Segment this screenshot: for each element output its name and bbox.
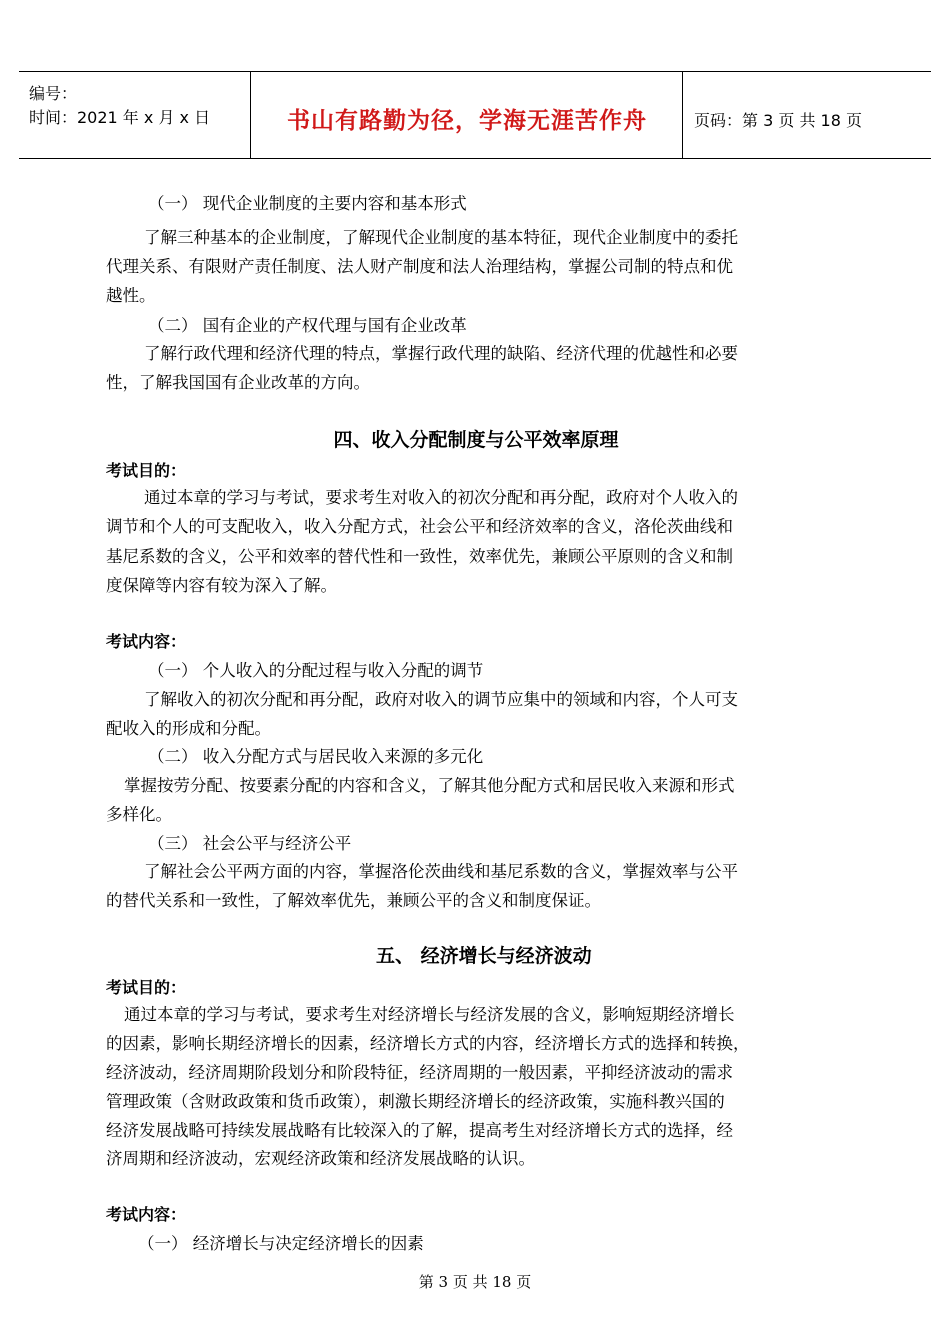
- body-line: 基尼系数的含义，公平和效率的替代性和一致性，效率优先，兼顾公平原则的含义和制: [106, 547, 733, 566]
- body-line: 的替代关系和一致性，了解效率优先，兼顾公平的含义和制度保证。: [106, 891, 601, 910]
- body-line: 多样化。: [106, 805, 172, 824]
- body-line: 经济波动，经济周期阶段划分和阶段特征，经济周期的一般因素，平抑经济波动的需求: [106, 1063, 733, 1082]
- body-line: 性，了解我国国有企业改革的方向。: [106, 373, 370, 392]
- section-subheading: （一） 经济增长与决定经济增长的因素: [138, 1234, 424, 1253]
- exam-content-label: 考试内容：: [106, 632, 187, 651]
- body-line: 了解三种基本的企业制度，了解现代企业制度的基本特征，现代企业制度中的委托: [144, 228, 738, 247]
- doc-time-label: 时间：2021 年 x 月 x 日: [29, 108, 211, 127]
- body-line: 通过本章的学习与考试，要求考生对收入的初次分配和再分配，政府对个人收入的: [144, 488, 738, 507]
- chapter-heading: 五、 经济增长与经济波动: [376, 945, 592, 967]
- body-line: 度保障等内容有较为深入了解。: [106, 576, 337, 595]
- body-line: 配收入的形成和分配。: [106, 719, 271, 738]
- section-subheading: （二） 国有企业的产权代理与国有企业改革: [148, 316, 467, 335]
- body-line: 济周期和经济波动，宏观经济政策和经济发展战略的认识。: [106, 1149, 535, 1168]
- body-line: 调节和个人的可支配收入，收入分配方式，社会公平和经济效率的含义，洛伦茨曲线和: [106, 517, 733, 536]
- header-left: [29, 82, 210, 130]
- section-subheading: （一） 个人收入的分配过程与收入分配的调节: [148, 661, 484, 680]
- chapter-heading: 四、收入分配制度与公平效率原理: [333, 429, 619, 451]
- header-page-number: 页码：第 3 页 共 18 页: [694, 111, 862, 130]
- body-line: 了解社会公平两方面的内容，掌握洛伦茨曲线和基尼系数的含义，掌握效率与公平: [144, 862, 738, 881]
- exam-purpose-label: 考试目的：: [106, 461, 187, 480]
- body-line: 越性。: [106, 286, 156, 305]
- body-line: 掌握按劳分配、按要素分配的内容和含义，了解其他分配方式和居民收入来源和形式: [124, 776, 735, 795]
- body-line: 经济发展战略可持续发展战略有比较深入的了解，提高考生对经济增长方式的选择，经: [106, 1121, 733, 1140]
- section-subheading: （三） 社会公平与经济公平: [148, 834, 352, 853]
- header-divider: [250, 72, 251, 158]
- body-line: 通过本章的学习与考试，要求考生对经济增长与经济发展的含义，影响短期经济增长: [124, 1005, 735, 1024]
- page-header: [19, 71, 931, 159]
- section-subheading: （一） 现代企业制度的主要内容和基本形式: [148, 194, 467, 213]
- body-line: 了解收入的初次分配和再分配，政府对收入的调节应集中的领域和内容，个人可支: [144, 690, 738, 709]
- header-motto: 书山有路勤为径，学海无涯苦作舟: [287, 108, 647, 134]
- body-line: 的因素，影响长期经济增长的因素，经济增长方式的内容，经济增长方式的选择和转换，: [106, 1034, 750, 1053]
- header-divider: [682, 72, 683, 158]
- body-line: 代理关系、有限财产责任制度、法人财产制度和法人治理结构，掌握公司制的特点和优: [106, 257, 733, 276]
- section-subheading: （二） 收入分配方式与居民收入来源的多元化: [148, 747, 484, 766]
- body-line: 管理政策（含财政政策和货币政策），刺激长期经济增长的经济政策，实施科教兴国的: [106, 1092, 725, 1111]
- page-footer: 第 3 页 共 18 页: [418, 1273, 532, 1291]
- body-line: 了解行政代理和经济代理的特点，掌握行政代理的缺陷、经济代理的优越性和必要: [144, 344, 738, 363]
- exam-purpose-label: 考试目的：: [106, 978, 187, 997]
- exam-content-label: 考试内容：: [106, 1205, 187, 1224]
- doc-number-label: 编号：: [29, 84, 78, 103]
